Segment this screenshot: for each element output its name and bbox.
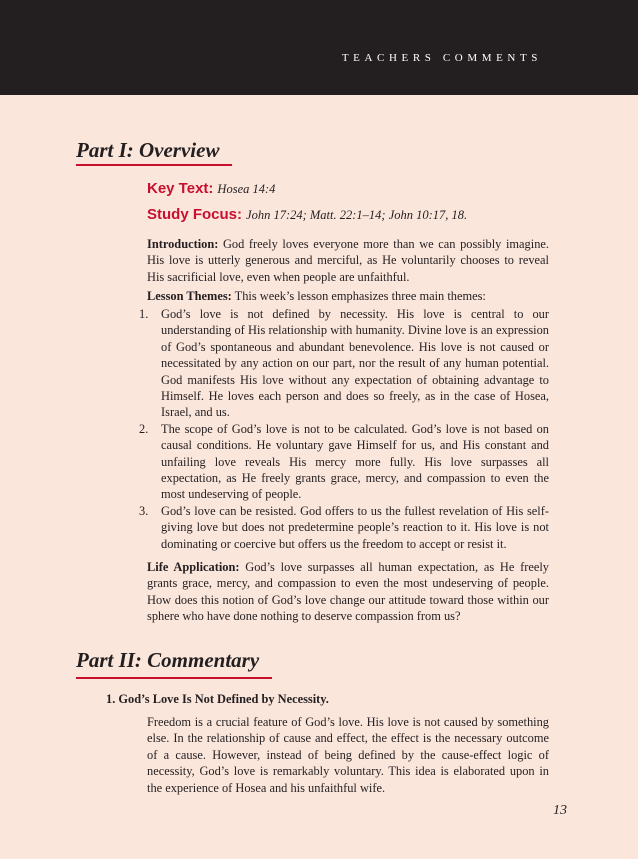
- theme-item-1: [139, 306, 549, 421]
- key-text-line: [147, 180, 275, 197]
- part1-title-rule: [76, 164, 232, 166]
- theme-number: 1.: [139, 307, 149, 321]
- introduction-text: God freely loves everyone more than we can possibly imagine. His love is utterly generous and merciful, as He voluntarily chooses to reveal His sacrificial love, even when people are unfaithful.: [147, 237, 549, 284]
- key-text-reference: Hosea 14:4: [217, 182, 276, 196]
- header-band: [0, 0, 638, 95]
- theme-item-2: [139, 421, 549, 503]
- life-application-paragraph: [147, 559, 549, 625]
- lesson-themes-label: Lesson Themes:: [147, 289, 232, 303]
- study-focus-label: Study Focus:: [147, 206, 243, 223]
- introduction-paragraph: [147, 236, 549, 285]
- life-application-label: Life Application:: [147, 560, 240, 574]
- lesson-themes-intro: [147, 288, 549, 304]
- life-application-text: God’s love surpasses all human expectation, as He freely grants grace, mercy, and compassion to even the most undeserving of people. How does this notion of God’s love change our attitude toward those within our sphere who have done nothing to deserve compassion from us?: [147, 560, 549, 624]
- part2-title-rule: [76, 677, 272, 679]
- theme-number: 2.: [139, 421, 149, 436]
- theme-text: God’s love can be resisted. God offers to us the fullest revelation of His self-giving love but does not predetermine people’s reaction to it. His love is not dominating or coercive but offers us the freedom to accept or resist it.: [161, 503, 549, 551]
- study-focus-line: [147, 206, 467, 223]
- part1-title: Part I: Overview: [76, 138, 220, 162]
- running-header-title: TEACHERS COMMENTS: [341, 52, 542, 64]
- section1-heading: 1. God’s Love Is Not Defined by Necessity.: [106, 692, 329, 706]
- theme-text: The scope of God’s love is not to be calculated. God’s love is not based on causal conditions. He voluntary gave Himself for us, and His constant and unfailing love reveals His mercy more fully. His love surpasses all expectation, as He freely grants grace, mercy, and compassion to even the most undeserving of people.: [161, 421, 549, 502]
- part2-title: Part II: Commentary: [76, 648, 260, 672]
- lesson-themes-text: This week’s lesson emphasizes three main themes:: [234, 289, 486, 303]
- theme-number: 3.: [139, 503, 149, 518]
- theme-text: God’s love is not defined by necessity. His love is central to our understanding of His relationship with humanity. Divine love is an expression of God’s spontaneous and abundant benevolence. His love is not caused or necessitated by any action on our part, nor the result of any human potential. God manifests His love without any expectation of obtaining advantage to Himself. He loves each person and does so freely, as in the case of Hosea, Israel, and us.: [161, 307, 549, 420]
- study-focus-references: John 17:24; Matt. 22:1–14; John 10:17, 18.: [246, 208, 468, 222]
- page-number: 13: [553, 803, 567, 818]
- lesson-themes-list: [139, 306, 549, 552]
- theme-item-3: [139, 503, 549, 552]
- key-text-label: Key Text:: [147, 180, 214, 197]
- section1-paragraph: Freedom is a crucial feature of God’s love. His love is not caused by something else. In the relationship of cause and effect, the effect is the necessary outcome of a cause. However, instead of being defined by the cause-effect logic of necessity, God’s love is remarkably voluntary. This idea is elaborated upon in the experience of Hosea and his unfaithful wife.: [147, 715, 549, 795]
- introduction-label: Introduction:: [147, 237, 219, 251]
